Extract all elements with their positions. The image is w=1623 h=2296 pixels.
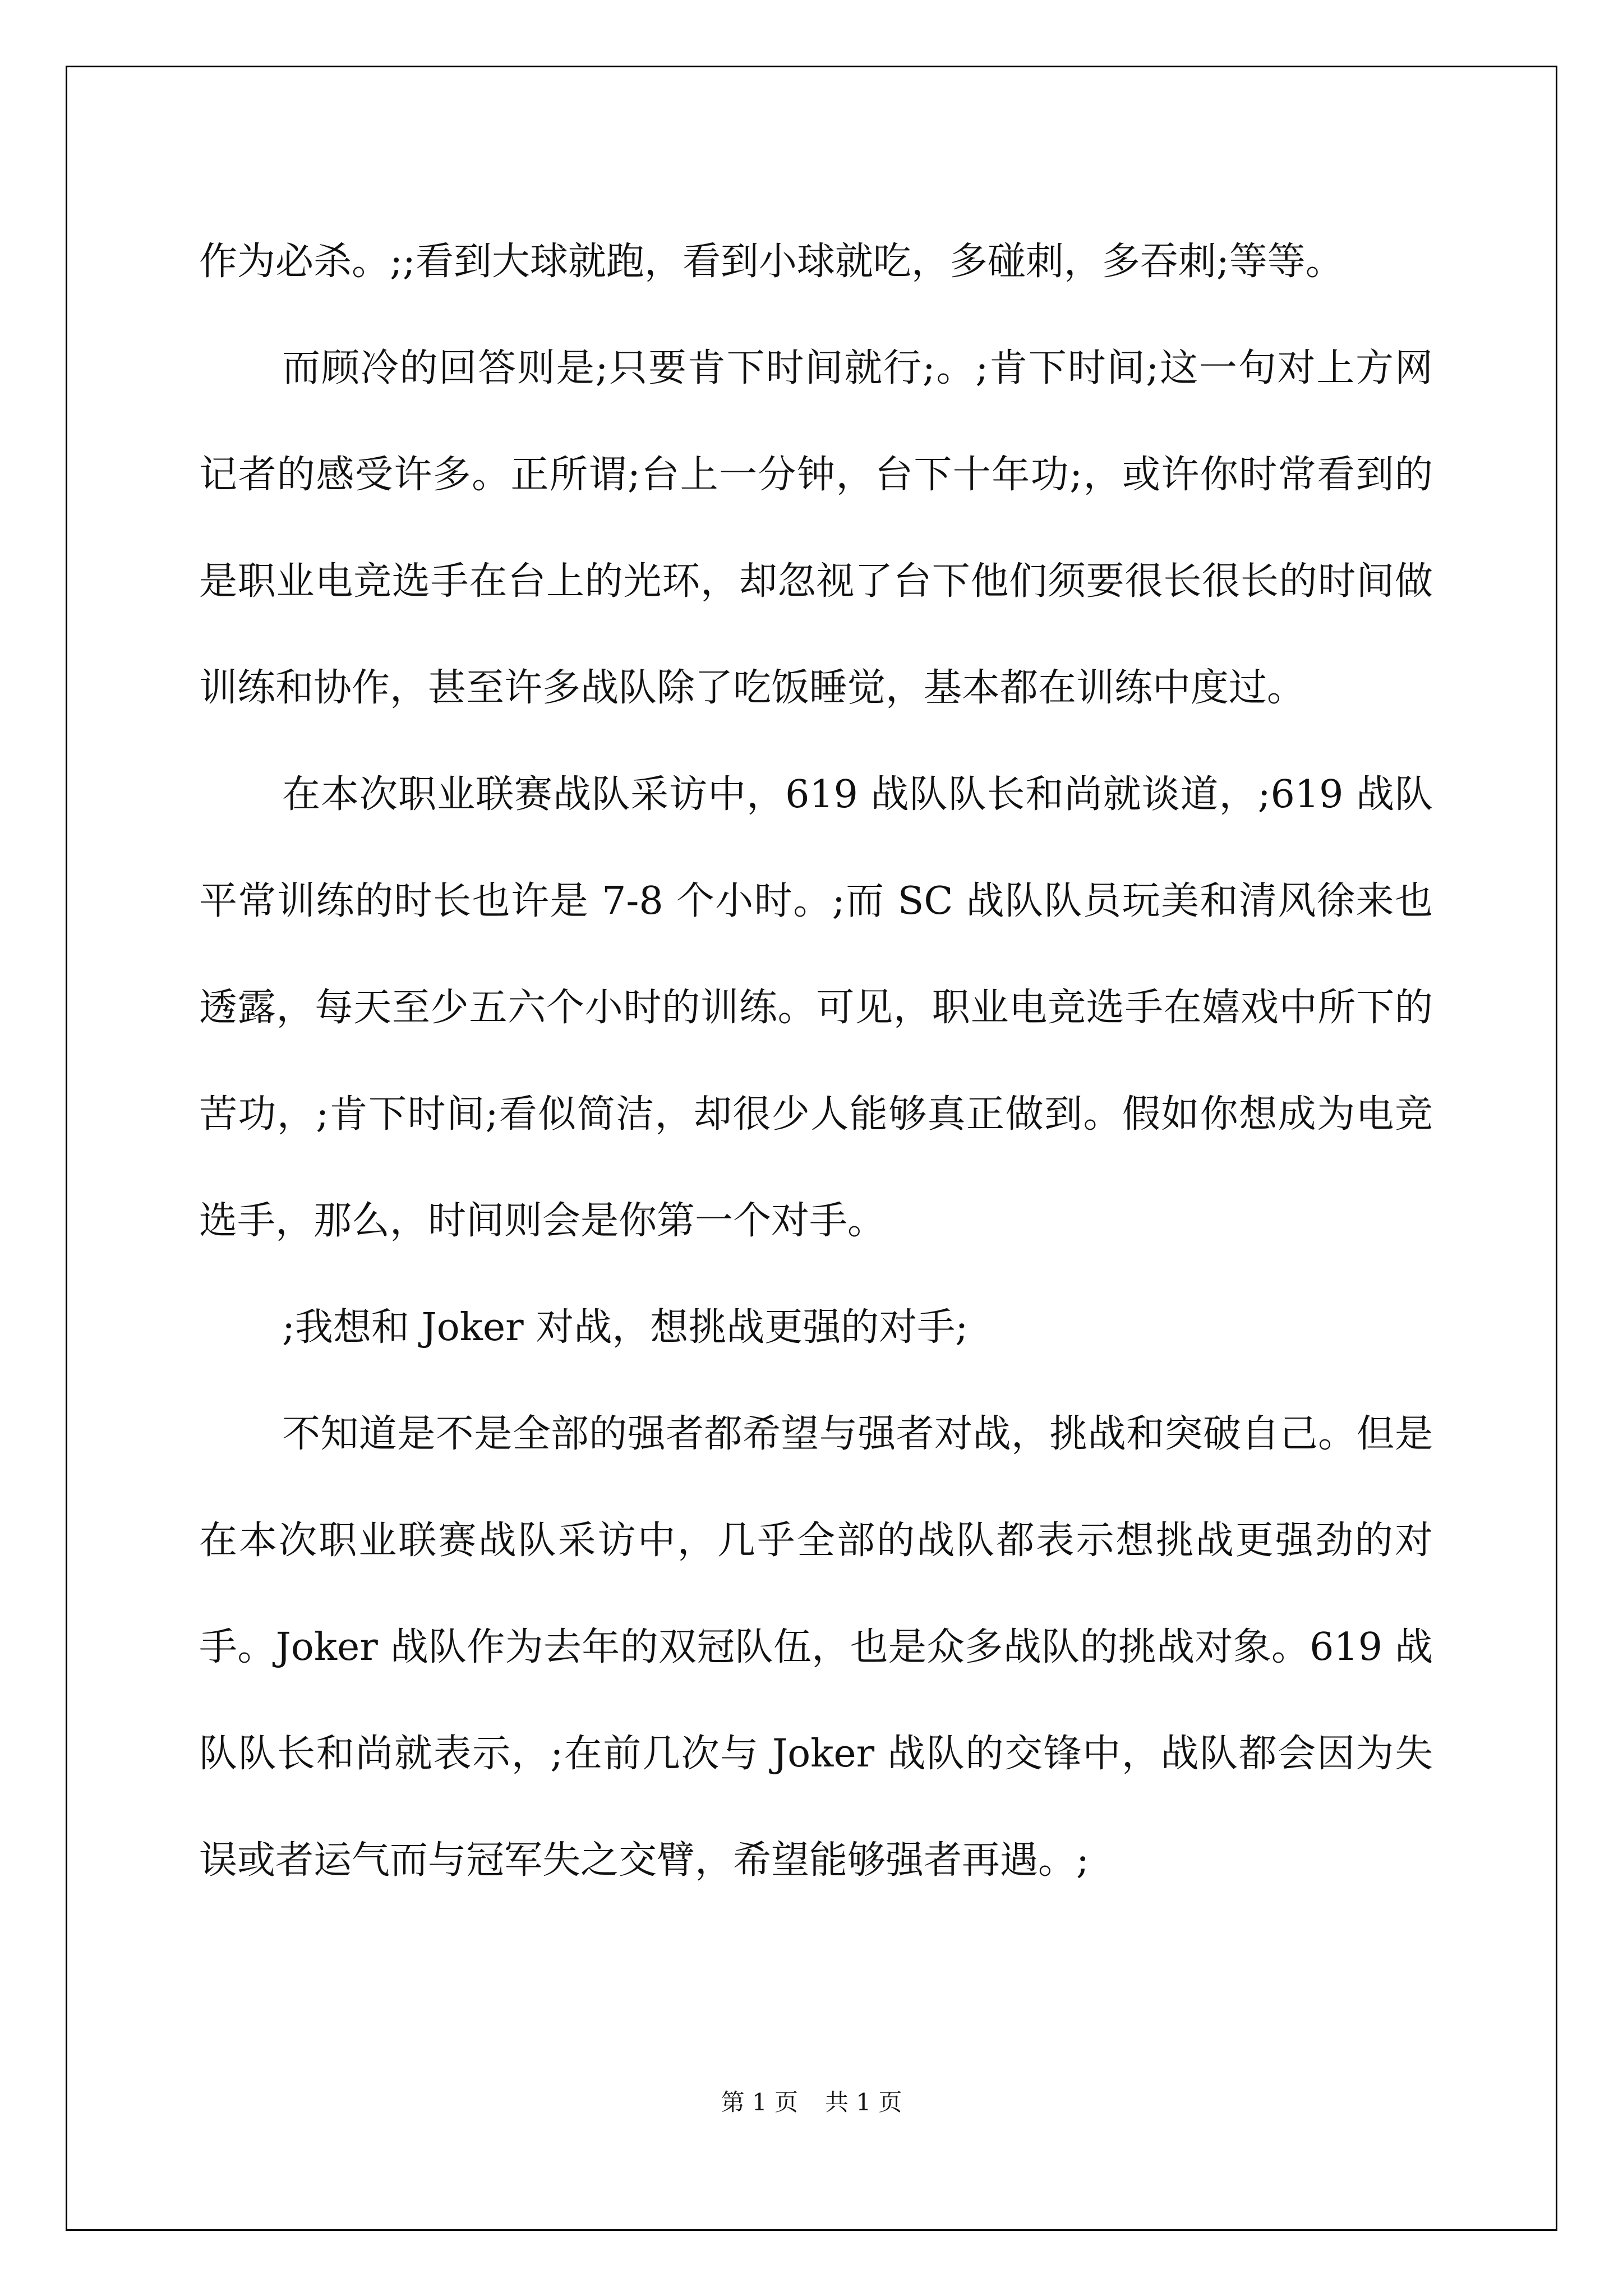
page-number: 第 1 页 [721, 2088, 798, 2116]
paragraph-2: 而顾冷的回答则是;只要肯下时间就行;。;肯下时间;这一句对上方网记者的感受许多。正所谓;台上一分钟，台下十年功;，或许你时常看到的是职业电竞选手在台上的光环，却忽视了台下他们须要很长很长的时间做训练和协作，甚至许多战队除了吃饭睡觉，基本都在训练中度过。 [199, 346, 1433, 710]
page-total: 共 1 页 [825, 2088, 902, 2116]
page-footer [0, 2086, 1623, 2119]
paragraph-4: ;我想和 Joker 对战，想挑战更强的对手; [282, 1305, 969, 1350]
document-body [199, 209, 1433, 1914]
paragraph-3: 在本次职业联赛战队采访中，619 战队队长和尚就谈道，;619 战队平常训练的时长也许是 7-8 个小时。;而 SC 战队队员玩美和清风徐来也透露，每天至少五六个小时的训练。可见，职业电竞选手在嬉戏中所下的苦功，;肯下时间;看似简洁，却很少人能够真正做到。假如你想成为电竞选手，那么，时间则会是你第一个对手。 [199, 772, 1433, 1243]
paragraph-5: 不知道是不是全部的强者都希望与强者对战，挑战和突破自己。但是在本次职业联赛战队采访中，几乎全部的战队都表示想挑战更强劲的对手。Joker 战队作为去年的双冠队伍，也是众多战队的挑战对象。619 战队队长和尚就表示，;在前几次与 Joker 战队的交锋中，战队都会因为失误或者运气而与冠军失之交臂，希望能够强者再遇。; [199, 1412, 1433, 1883]
paragraph-1: 作为必杀。;;看到大球就跑，看到小球就吃，多碰刺，多吞刺;等等。 [199, 240, 1344, 284]
